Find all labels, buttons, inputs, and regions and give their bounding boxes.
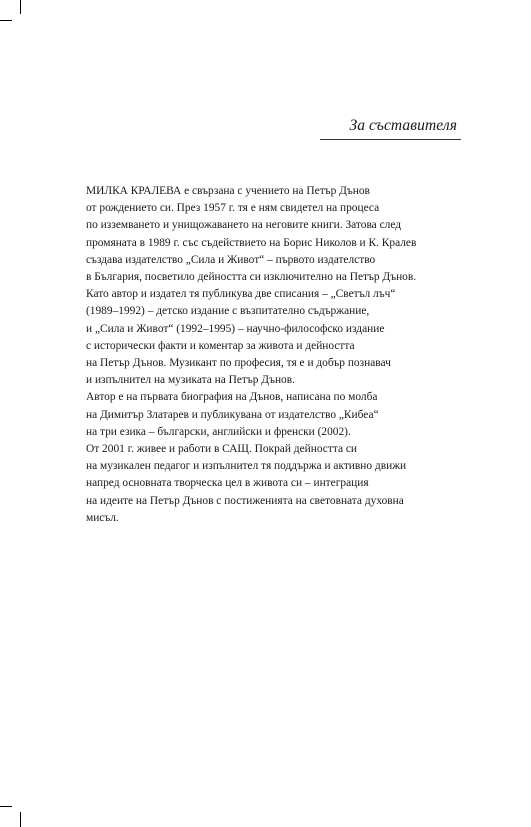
bio-line: Като автор и издател тя публикува две списания – „Светъл лъч“ (86, 288, 396, 301)
crop-mark-bottom-left-horizontal (0, 806, 12, 807)
bio-line: промяната в 1989 г. със съдействието на Борис Николов и К. Кралев (86, 236, 417, 249)
crop-mark-top-left-vertical (20, 0, 21, 14)
bio-line: в България, посветило дейността си изключително на Петър Дънов. (86, 271, 417, 284)
bio-line: и „Сила и Живот“ (1992–1995) – научно-философско издание (86, 322, 385, 335)
crop-mark-top-left-horizontal (0, 20, 12, 21)
bio-line: по изземването и унищожаването на неговите книги. Затова след (86, 219, 402, 232)
bio-line: МИЛКА КРАЛЕВА е свързана с учението на Петър Дънов (86, 185, 370, 197)
bio-line: на Петър Дънов. Музикант по професия, тя е и добър познавач (86, 357, 391, 370)
crop-mark-bottom-left-vertical (20, 812, 21, 827)
bio-line: и изпълнител на музиката на Петър Дънов. (86, 374, 295, 387)
bio-line: на идеите на Петър Дънов с постиженията на световната духовна (86, 494, 404, 507)
bio-line: на Димитър Златарев и публикувана от издателство „Кибеа“ (86, 408, 379, 421)
bio-line: на музикален педагог и изпълнител тя поддържа и активно движи (86, 460, 407, 473)
bio-line: напред основната творческа цел в живота си – интеграция (86, 477, 369, 490)
heading-underline-rule (320, 139, 461, 140)
section-title: За съставителя (349, 117, 457, 134)
author-bio-paragraph (86, 183, 466, 527)
bio-line: от рождението си. През 1957 г. тя е ням свидетел на процеса (86, 202, 380, 215)
bio-line: създава издателство „Сила и Живот“ – първото издателство (86, 253, 376, 266)
bio-line: мисъл. (86, 511, 119, 524)
bio-line: От 2001 г. живее и работи в САЩ. Покрай дейността си (86, 443, 357, 456)
bio-line: на три езика – български, английски и френски (2002). (86, 425, 351, 438)
bio-line: (1989–1992) – детско издание с възпитателно съдържание, (86, 305, 370, 318)
bio-line: с исторически факти и коментар за живота и дейността (86, 339, 355, 352)
bio-line: Автор е на първата биография на Дънов, написана по молба (86, 391, 378, 404)
